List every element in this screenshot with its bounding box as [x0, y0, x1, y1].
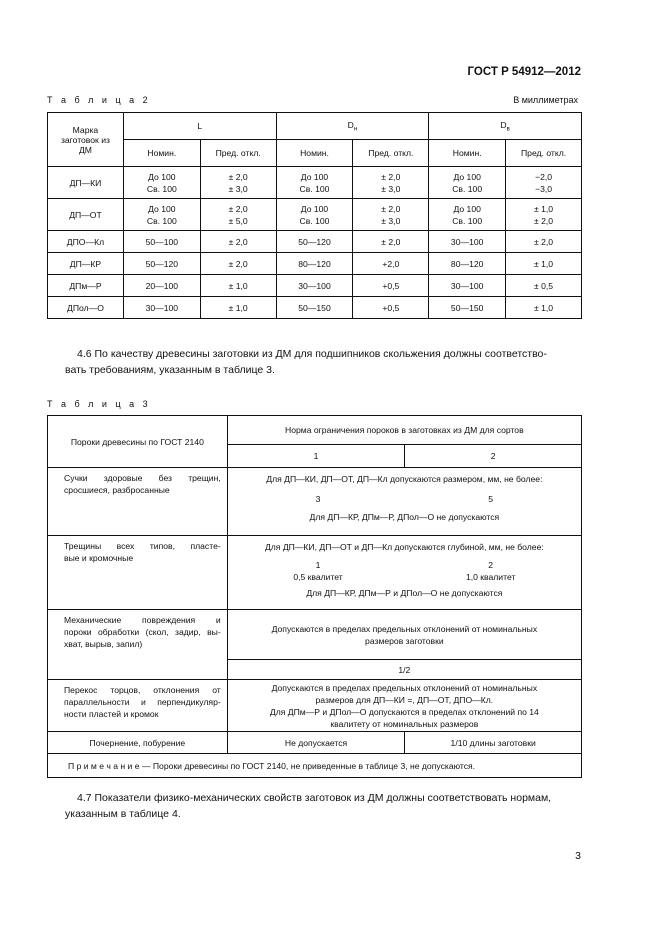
table2-row	[48, 199, 582, 231]
header-mark: Марка заготовок из ДМ	[48, 113, 124, 167]
nominal-cell: До 100 Св. 100	[276, 167, 353, 199]
mark-cell: ДПО—Кл	[48, 231, 124, 253]
nominal-cell: До 100 Св. 100	[429, 167, 506, 199]
table3	[47, 415, 582, 778]
nominal-cell: 50—150	[276, 297, 353, 319]
nominal-cell: 30—100	[429, 275, 506, 297]
deviation-cell: ± 1,0	[506, 253, 582, 275]
header-Dn: $D_н$	[276, 113, 429, 140]
table3-caption: Т а б л и ц а 3	[47, 399, 151, 409]
header-grade-1: 1	[227, 445, 405, 468]
mark-cell: ДП—ОТ	[48, 199, 124, 231]
deviation-cell: −2,0 −3,0	[506, 167, 582, 199]
table2-unit: В миллиметрах	[513, 95, 578, 105]
deviation-cell: ± 1,0	[506, 297, 582, 319]
nominal-cell: 80—120	[429, 253, 506, 275]
header-nom: Номин.	[276, 140, 353, 167]
deviation-cell: ± 1,0	[200, 297, 276, 319]
nominal-cell: 30—100	[123, 297, 200, 319]
nominal-cell: 50—100	[123, 231, 200, 253]
norm-blackening-2: 1/10 длины заготовки	[405, 732, 582, 754]
deviation-cell: ± 2,0	[200, 231, 276, 253]
deviation-cell: ± 2,0	[506, 231, 582, 253]
header-dev: Пред. откл.	[506, 140, 582, 167]
deviation-cell: ± 1,0 ± 2,0	[506, 199, 582, 231]
deviation-cell: ± 2,0 ± 3,0	[353, 199, 429, 231]
norm-blackening-1: Не допускается	[227, 732, 405, 754]
defect-skew: Перекос торцов, отклонения от параллельности и перпендикуляр- ности пластей и кромок	[48, 680, 228, 732]
nominal-cell: 20—100	[123, 275, 200, 297]
deviation-cell: +0,5	[353, 297, 429, 319]
norm-mechanical-value: 1/2	[227, 660, 581, 680]
nominal-cell: До 100 Св. 100	[123, 199, 200, 231]
header-grade-2: 2	[405, 445, 582, 468]
norm-skew: Допускаются в пределах предельных отклонений от номинальных размеров для ДП—КИ =, ДП—ОТ, ДПО—Кл. Для ДПм—Р и ДПол—О допускаются в пределах отклонений по 14 квалитету от номинальных размеров	[227, 680, 581, 732]
paragraph-4-6: 4.6 По качеству древесины заготовки из ДМ для подшипников скольжения должны соответство- вать требованиям, указанным в таблице 3.	[65, 348, 547, 376]
deviation-cell: ± 1,0	[200, 275, 276, 297]
header-nom: Номин.	[429, 140, 506, 167]
defect-knots: Сучки здоровые без трещин, сросшиеся, разбросанные	[48, 468, 228, 536]
norm-cracks: Для ДП—КИ, ДП—ОТ и ДП—Кл допускаются глубиной, мм, не более: 1 2 0,5 квалитет 1,0 квалитет Для ДП—КР, ДПм—Р и ДПол—О не допускаются	[227, 536, 581, 610]
header-norm: Норма ограничения пороков в заготовках из ДМ для сортов	[227, 416, 581, 445]
nominal-cell: 30—100	[429, 231, 506, 253]
defect-blackening: Почернение, побурение	[48, 732, 228, 754]
nominal-cell: 30—100	[276, 275, 353, 297]
header-Dv: $D_в$	[429, 113, 582, 140]
table2-row	[48, 253, 582, 275]
mark-cell: ДП—КИ	[48, 167, 124, 199]
mark-cell: ДПол—О	[48, 297, 124, 319]
norm-knots: Для ДП—КИ, ДП—ОТ, ДП—Кл допускаются размером, мм, не более: 3 5 Для ДП—КР, ДПм—Р, ДПол—О не допускаются	[227, 468, 581, 536]
mark-cell: ДП—КР	[48, 253, 124, 275]
table2-row	[48, 167, 582, 199]
header-dev: Пред. откл.	[200, 140, 276, 167]
nominal-cell: До 100 Св. 100	[123, 167, 200, 199]
defect-mechanical: Механические повреждения и пороки обработки (скол, задир, вы- хват, вырыв, запил)	[48, 610, 228, 680]
deviation-cell: ± 2,0	[200, 253, 276, 275]
deviation-cell: ± 2,0 ± 3,0	[353, 167, 429, 199]
nominal-cell: До 100 Св. 100	[276, 199, 353, 231]
deviation-cell: ± 0,5	[506, 275, 582, 297]
nominal-cell: 50—120	[123, 253, 200, 275]
header-L: L	[123, 113, 276, 140]
page-number: 3	[575, 850, 581, 862]
nominal-cell: 50—150	[429, 297, 506, 319]
deviation-cell: ± 2,0	[353, 231, 429, 253]
header-dev: Пред. откл.	[353, 140, 429, 167]
mark-cell: ДПм—Р	[48, 275, 124, 297]
table2	[47, 112, 582, 319]
nominal-cell: 50—120	[276, 231, 353, 253]
deviation-cell: +2,0	[353, 253, 429, 275]
table2-caption: Т а б л и ц а 2	[47, 95, 151, 105]
nominal-cell: 80—120	[276, 253, 353, 275]
header-defects: Пороки древесины по ГОСТ 2140	[48, 416, 228, 468]
defect-cracks: Трещины всех типов, пласте- вые и кромочные	[48, 536, 228, 610]
deviation-cell: ± 2,0 ± 5,0	[200, 199, 276, 231]
header-nom: Номин.	[123, 140, 200, 167]
norm-mechanical: Допускаются в пределах предельных отклонений от номинальных размеров заготовки	[227, 610, 581, 660]
standard-number: ГОСТ Р 54912—2012	[467, 66, 581, 78]
table2-row	[48, 275, 582, 297]
table3-note: П р и м е ч а н и е — Пороки древесины по ГОСТ 2140, не приведенные в таблице 3, не допускаются.	[48, 754, 582, 778]
paragraph-4-7: 4.7 Показатели физико-механических свойств заготовок из ДМ должны соответствовать нормам, указанным в таблице 4.	[65, 792, 552, 820]
deviation-cell: +0,5	[353, 275, 429, 297]
table2-row	[48, 231, 582, 253]
table2-row	[48, 297, 582, 319]
nominal-cell: До 100 Св. 100	[429, 199, 506, 231]
deviation-cell: ± 2,0 ± 3,0	[200, 167, 276, 199]
